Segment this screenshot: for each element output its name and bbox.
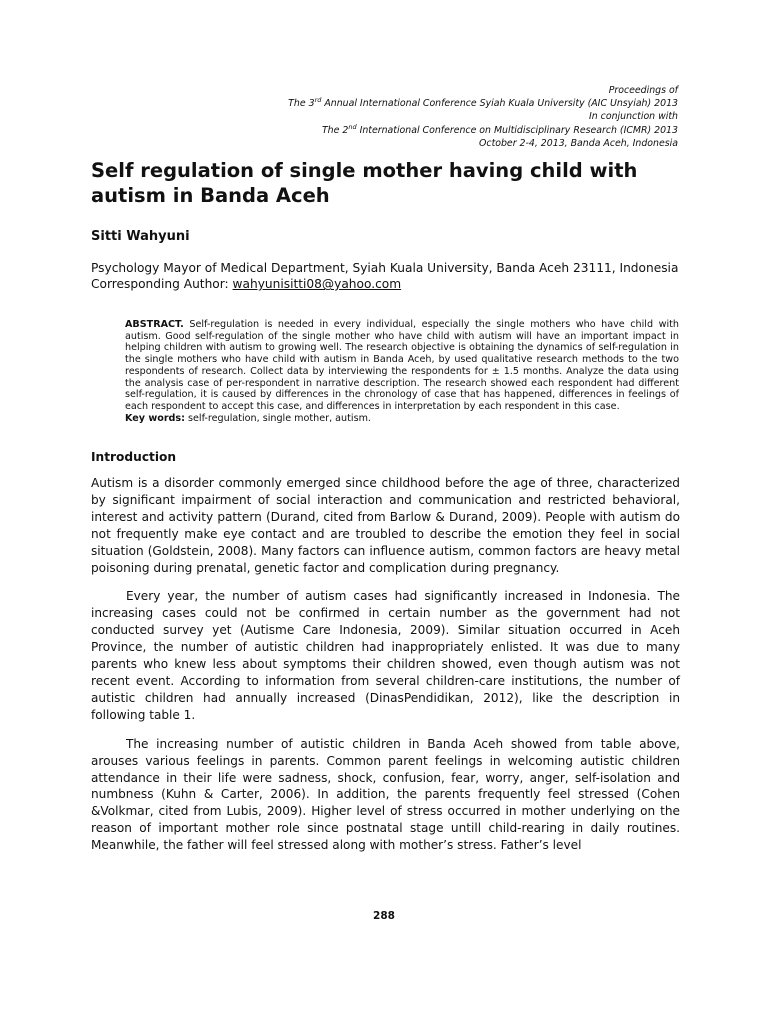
header-line-date: October 2-4, 2013, Banda Aceh, Indonesia xyxy=(479,137,678,149)
abstract-paragraph xyxy=(125,319,679,413)
body-paragraph: Autism is a disorder commonly emerged since childhood before the age of three, characterized by significant impairment of social interaction and communication and restricted behavioral, interest and activity pattern (Durand, cited from Barlow & Durand, 2009). People with autism do not frequently make eye contact and are troubled to describe the emotion they feel in social situation (Goldstein, 2008). Many factors can influence autism, common factors are heavy metal poisoning during prenatal, genetic factor and complication during pregnancy. xyxy=(91,476,680,575)
section-heading-introduction: Introduction xyxy=(91,450,177,464)
abstract-text: Self-regulation is needed in every individual, especially the single mothers who have child with autism. Good self-regulation of the single mother who have child with autism will have an important impact in helping children with autism to growing well. The research objective is obtaining the dynamics of self-regulation in the single mothers who have child with autism in Banda Aceh, by used qualitative research methods to the two respondents of research. Collect data by interviewing the respondents for ± 1.5 months. Analyze the data using the analysis case of per-respondent in narrative description. The research showed each respondent had different self-regulation, it is caused by differences in the chronology of case that has happened, differences in feelings of each respondent to accept this case, and differences in interpretation by each respondent in this case. xyxy=(125,319,679,412)
affiliation-block xyxy=(91,260,680,293)
author-name: Sitti Wahyuni xyxy=(91,229,190,244)
body-paragraph: The increasing number of autistic children in Banda Aceh showed from table above, arouses various feelings in parents. Common parent feelings in welcoming autistic children attendance in their life were sadness, shock, confusion, fear, worry, anger, self-isolation and numbness (Kuhn & Carter, 2006). In addition, the parents frequently feel stressed (Cohen &Volkmar, cited from Lubis, 2009). Higher level of stress occurred in mother underlying on the reason of important mother role since postnatal stage untill child-rearing in daily routines. Meanwhile, the father will feel stressed along with mother’s stress. Father’s level xyxy=(91,736,680,853)
header-line4-pre: The 2 xyxy=(321,124,349,136)
header-line-icmr xyxy=(78,124,678,137)
corresponding-label: Corresponding Author: xyxy=(91,277,233,292)
abstract-label: ABSTRACT. xyxy=(125,319,184,330)
abstract-block xyxy=(125,319,679,424)
header-line2-post: Annual International Conference Syiah Kuala University (AIC Unsyiah) 2013 xyxy=(321,98,678,110)
body-paragraph: Every year, the number of autism cases had significantly increased in Indonesia. The increasing cases could not be confirmed in certain number as the government had not conducted survey yet (Autisme Care Indonesia, 2009). Similar situation occurred in Aceh Province, the number of autistic children had inappropriately enlisted. It was due to many parents who knew less about symptoms their children showed, even though autism was not recent event. According to information from several children-care institutions, the number of autistic children had annually increased (DinasPendidikan, 2012), like the description in following table 1. xyxy=(91,589,680,722)
corresponding-author xyxy=(91,276,680,292)
header-line4-sup: nd xyxy=(348,122,357,131)
introduction-body xyxy=(91,475,680,866)
keywords-text: self-regulation, single mother, autism. xyxy=(184,412,371,424)
keywords-label: Key words: xyxy=(125,412,185,424)
paper-title: Self regulation of single mother having child with autism in Banda Aceh xyxy=(91,159,638,207)
header-line2-sup: rd xyxy=(314,96,322,105)
header-line2-pre: The 3 xyxy=(288,98,315,110)
page-number: 288 xyxy=(373,910,395,922)
header-line-conjunction: In conjunction with xyxy=(589,111,678,123)
keywords-line xyxy=(125,413,679,425)
header-line-conference xyxy=(78,97,678,110)
proceedings-header xyxy=(78,84,678,150)
header-line-proceedings: Proceedings of xyxy=(608,85,678,96)
author-email-link[interactable]: wahyunisitti08@yahoo.com xyxy=(232,277,402,292)
affiliation-text: Psychology Mayor of Medical Department, Syiah Kuala University, Banda Aceh 23111, Indonesia xyxy=(91,261,679,275)
header-line4-post: International Conference on Multidisciplinary Research (ICMR) 2013 xyxy=(356,124,678,136)
